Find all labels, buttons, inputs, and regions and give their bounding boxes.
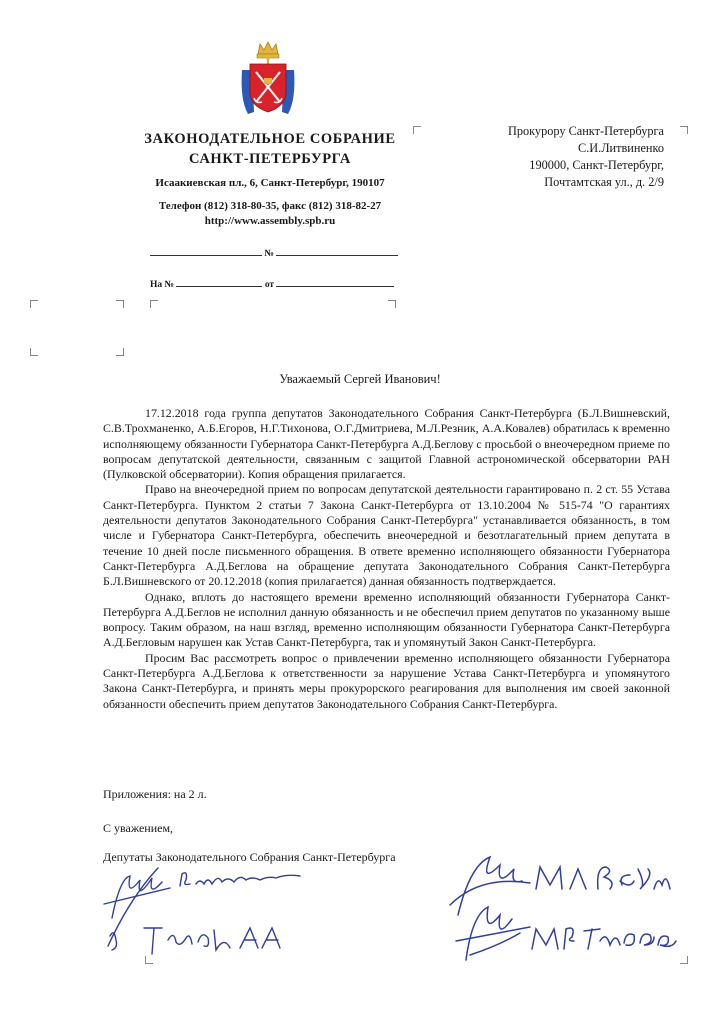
recipient-postcode-city: 190000, Санкт-Петербург, xyxy=(529,158,664,172)
coat-of-arms-icon xyxy=(236,40,300,120)
org-phone-fax: Телефон (812) 318-80-35, факс (812) 318-82-27 xyxy=(158,200,382,212)
recipient-title: Прокурору Санкт-Петербурга xyxy=(507,124,664,138)
outgoing-number-row xyxy=(150,245,400,259)
org-address: Исаакиевская пл., 6, Санкт-Петербург, 190107 xyxy=(155,177,385,189)
reply-to-number-line xyxy=(176,276,262,287)
number-sign: № xyxy=(264,249,274,259)
body-paragraph: Право на внеочередной прием по вопросам депутатской деятельности гарантировано п. 2 ст. 55 Устава Санкт-Петербурга. Пунктом 2 статьи 7 Закона Санкт-Петербурга от 13.10.2004 № 515-74 "О гарантиях деятельности депутатов Законодательного Собрания Санкт-Петербурга" устанавливается обязанность, в том числе и Губернатора Санкт-Петербурга, обеспечить внеочередной и безотлагательный прием депутата в течение 10 дней после письменного обращения. В ответе временно исполняющего обязанности Губернатора Санкт-Петербурга А.Д.Беглова на обращение депутата Законодательного Собрания Санкт-Петербурга Б.Л.Вишневского от 20.12.2018 (копия прилагается) данная обязанность подтверждается. xyxy=(103,482,670,589)
signatory-line: Депутаты Законодательного Собрания Санкт-Петербурга xyxy=(103,850,396,864)
recipient-street: Почтамтская ул., д. 2/9 xyxy=(544,175,664,189)
corner-mark xyxy=(30,348,38,356)
body-paragraph: Просим Вас рассмотреть вопрос о привлечении временно исполняющего обязанности Губернатора Санкт-Петербурга А.Д.Беглова к ответственности за нарушение Устава Санкт-Петербурга и упомянутого Закона Санкт-Петербурга, и принять меры прокурорского реагирования для выполнения им своей законной обязанности обеспечить прием депутатов Законодательного Собрания Санкт-Петербурга. xyxy=(103,650,670,711)
corner-mark xyxy=(150,300,158,308)
body-paragraph: Однако, вплоть до настоящего времени временно исполняющий обязанности Губернатора Санкт-Петербурга А.Д.Беглов не исполнил данную обязанность и не обеспечил прием депутатов по указанному выше вопросу. Таким образом, на наш взгляд, временно исполняющим обязанности Губернатора Санкт-Петербурга А.Д.Бегловым нарушен как Устав Санкт-Петербурга, так и упомянутый Закон Санкт-Петербурга. xyxy=(103,589,670,650)
corner-mark xyxy=(680,126,688,134)
corner-mark xyxy=(30,300,38,308)
reply-to-row xyxy=(150,276,400,290)
org-name-line1: ЗАКОНОДАТЕЛЬНОЕ СОБРАНИЕ xyxy=(144,131,396,147)
org-website: http://www.assembly.spb.ru xyxy=(204,215,336,227)
letter-body xyxy=(103,406,670,712)
corner-mark xyxy=(116,300,124,308)
corner-mark xyxy=(388,300,396,308)
corner-mark xyxy=(413,126,421,134)
attachments-note: Приложения: на 2 л. xyxy=(103,787,207,801)
org-name-line2: САНКТ-ПЕТЕРБУРГА xyxy=(189,151,351,167)
recipient-block xyxy=(508,123,664,191)
corner-mark xyxy=(116,348,124,356)
body-paragraph: 17.12.2018 года группа депутатов Законодательного Собрания Санкт-Петербурга (Б.Л.Вишневский, С.В.Трохманенко, А.Б.Егоров, Н.Г.Тихонова, О.Г.Дмитриева, М.Л.Резник, А.А.Ковалев) обратилась к временно исполняющему обязанности Губернатора Санкт-Петербурга А.Д.Беглову с просьбой о внеочередном приеме по вопросам депутатской деятельности, связанным с защитой Главной астрономической обсерватории РАН (Пулковской обсерватории). Копия обращения прилагается. xyxy=(103,406,670,482)
recipient-name: С.И.Литвиненко xyxy=(577,141,664,155)
outgoing-date-line xyxy=(150,245,262,256)
from-label: от xyxy=(264,280,275,290)
reply-to-date-line xyxy=(276,276,394,287)
signature-reznik-tikhonova xyxy=(440,845,690,970)
salutation: Уважаемый Сергей Иванович! xyxy=(279,372,441,386)
outgoing-number-line xyxy=(276,245,398,256)
signature-vishnevsky-kovalev xyxy=(100,858,320,958)
regards-line: С уважением, xyxy=(103,821,174,835)
reply-to-label: На № xyxy=(150,280,175,290)
